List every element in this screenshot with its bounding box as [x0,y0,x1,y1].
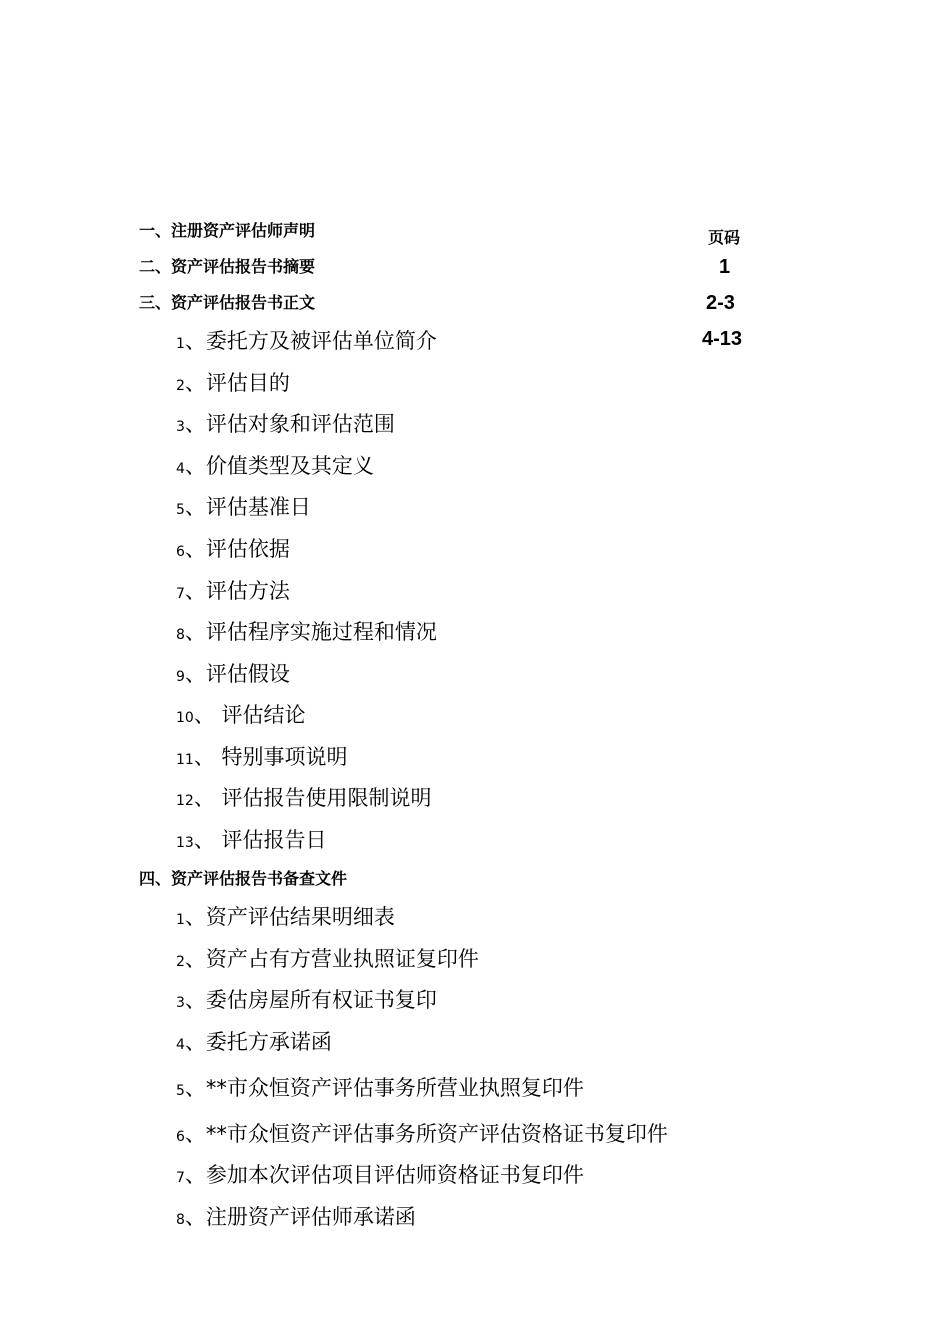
item-number: 8 [176,627,185,643]
item-text: 、评估对象和评估范围 [184,412,395,436]
list-item [176,1032,332,1053]
list-item [176,1078,584,1099]
item-number: 1 [176,912,185,928]
item-number: 3 [176,995,185,1011]
list-item [176,1124,668,1145]
list-item [176,747,348,768]
item-text: 、 评估报告日 [193,828,327,852]
item-number: 11 [176,752,194,768]
item-number: 13 [176,835,194,851]
section-heading: 三、资产评估报告书正文 [139,293,316,312]
list-item [176,1165,584,1186]
item-text: 、注册资产评估师承诺函 [184,1205,416,1229]
item-text: 、评估依据 [184,537,290,561]
item-number: 1 [176,336,185,352]
item-number: 6 [176,1129,185,1145]
list-item [176,581,290,602]
list-item [176,622,437,643]
list-item [176,539,290,560]
item-text: 、委托方承诺函 [184,1030,332,1054]
item-text: 、评估目的 [184,371,290,395]
list-item [176,414,395,435]
list-item [176,1207,416,1228]
page-number-header: 页码 [708,228,741,247]
item-number: 5 [176,1083,185,1099]
list-item [176,949,479,970]
item-number: 7 [176,1170,185,1186]
list-item [176,373,290,394]
item-text: 、委托方及被评估单位简介 [184,329,437,353]
item-number: 9 [176,669,185,685]
item-text: 、评估程序实施过程和情况 [184,620,437,644]
item-text: 、 评估报告使用限制说明 [193,786,432,810]
list-item [176,331,437,352]
list-item [176,705,306,726]
item-number: 10 [176,710,194,726]
page-number-2: 2-3 [706,292,735,314]
page-number-3: 4-13 [702,328,743,350]
list-item [176,788,432,809]
item-number: 7 [176,586,185,602]
item-number: 4 [176,461,185,477]
item-number: 4 [176,1037,185,1053]
item-text: 、 特别事项说明 [193,745,348,769]
item-number: 3 [176,419,185,435]
item-text: 、**市众恒资产评估事务所资产评估资格证书复印件 [184,1122,668,1146]
item-text: 、**市众恒资产评估事务所营业执照复印件 [184,1076,584,1100]
item-text: 、评估方法 [184,579,290,603]
list-item [176,664,290,685]
list-item [176,830,327,851]
item-number: 2 [176,378,185,394]
list-item [176,497,311,518]
section-heading: 一、注册资产评估师声明 [139,221,316,240]
item-text: 、资产评估结果明细表 [184,905,395,929]
item-text: 、资产占有方营业执照证复印件 [184,947,479,971]
item-text: 、委估房屋所有权证书复印 [184,988,437,1012]
item-text: 、评估假设 [184,662,290,686]
item-number: 2 [176,954,185,970]
list-item [176,907,395,928]
item-number: 6 [176,544,185,560]
item-text: 、评估基准日 [184,495,311,519]
item-number: 5 [176,502,185,518]
list-item [176,456,374,477]
item-text: 、 评估结论 [193,703,306,727]
section-heading: 四、资产评估报告书备查文件 [139,869,348,888]
list-item [176,990,437,1011]
item-text: 、价值类型及其定义 [184,454,374,478]
item-number: 8 [176,1212,185,1228]
page-number-1: 1 [719,256,731,278]
section-heading: 二、资产评估报告书摘要 [139,257,316,276]
item-number: 12 [176,793,194,809]
item-text: 、参加本次评估项目评估师资格证书复印件 [184,1163,584,1187]
